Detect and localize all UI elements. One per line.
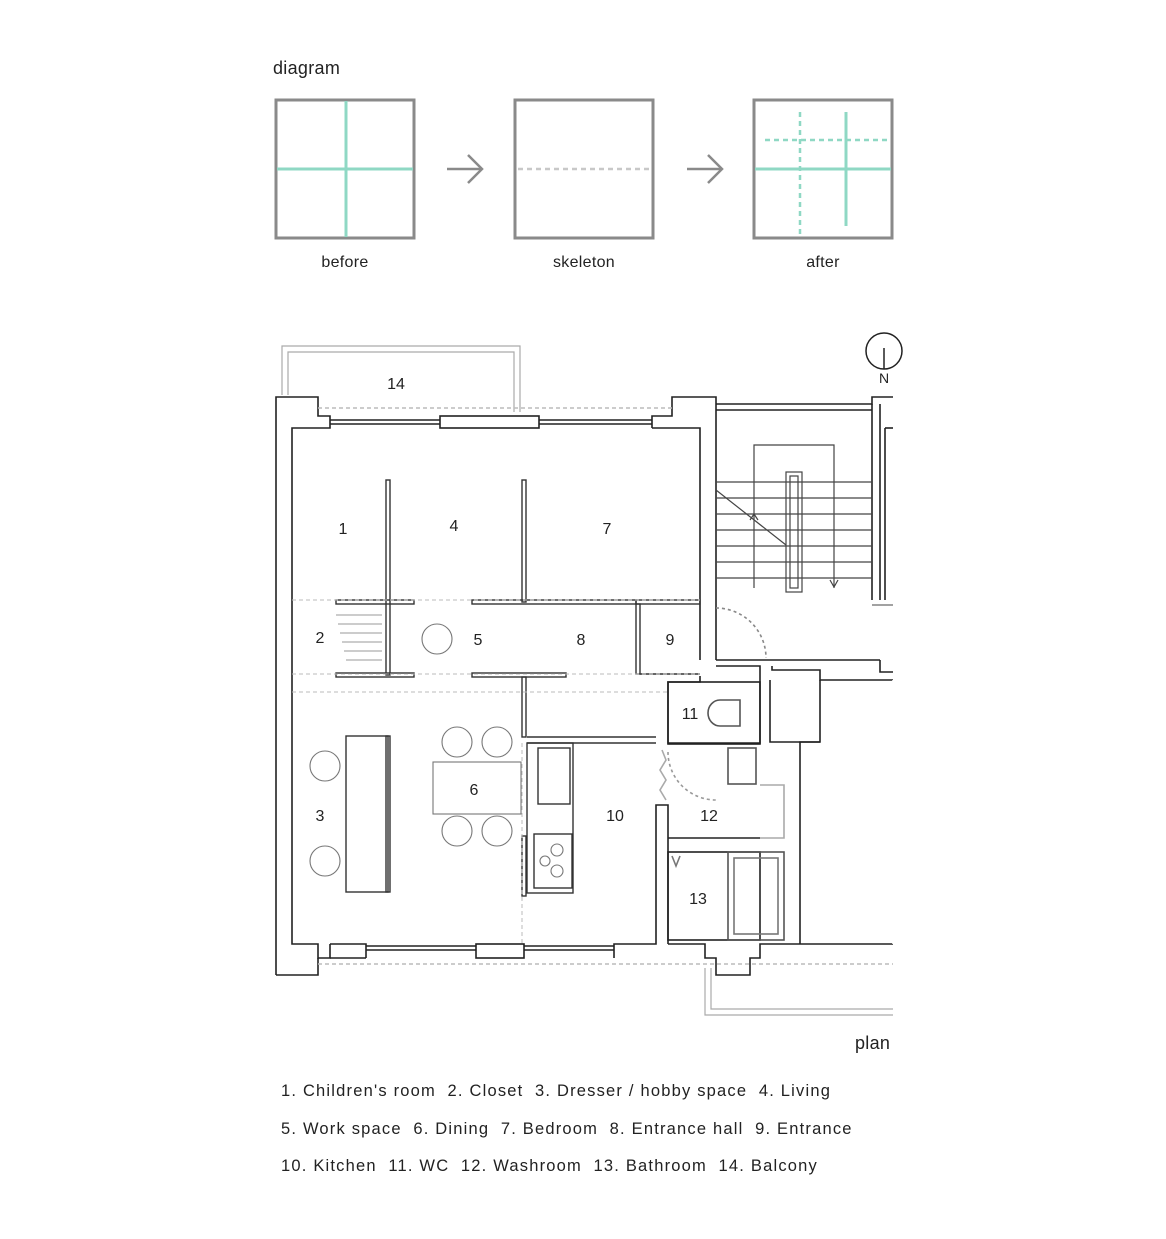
legend-line: 1. Children's room 2. Closet 3. Dresser / hobby space 4. Living [281,1082,832,1100]
room-label: 9 [665,632,675,649]
room-label: 8 [576,632,586,649]
north-label: N [878,370,890,386]
diagram-title: diagram [273,58,341,78]
caption-skeleton: skeleton [553,254,615,271]
legend-line: 5. Work space 6. Dining 7. Bedroom 8. Entrance hall 9. Entrance [281,1120,853,1138]
room-label: 7 [602,521,612,538]
north-arrow-icon [866,333,902,369]
room-label: 10 [606,808,624,825]
room-label: 13 [689,891,707,908]
room-label: 2 [315,630,325,647]
legend-line: 10. Kitchen 11. WC 12. Washroom 13. Bathroom 14. Balcony [281,1157,818,1175]
room-label: 6 [469,782,479,799]
room-label: 5 [473,632,483,649]
room-label: 4 [449,518,459,535]
caption-before: before [321,254,369,271]
caption-after: after [806,254,840,271]
room-label: 14 [387,376,405,393]
room-label: 3 [315,808,325,825]
room-label: 11 [681,706,699,723]
plan-title: plan [855,1033,891,1053]
room-label: 1 [338,521,348,538]
room-label: 12 [700,808,718,825]
